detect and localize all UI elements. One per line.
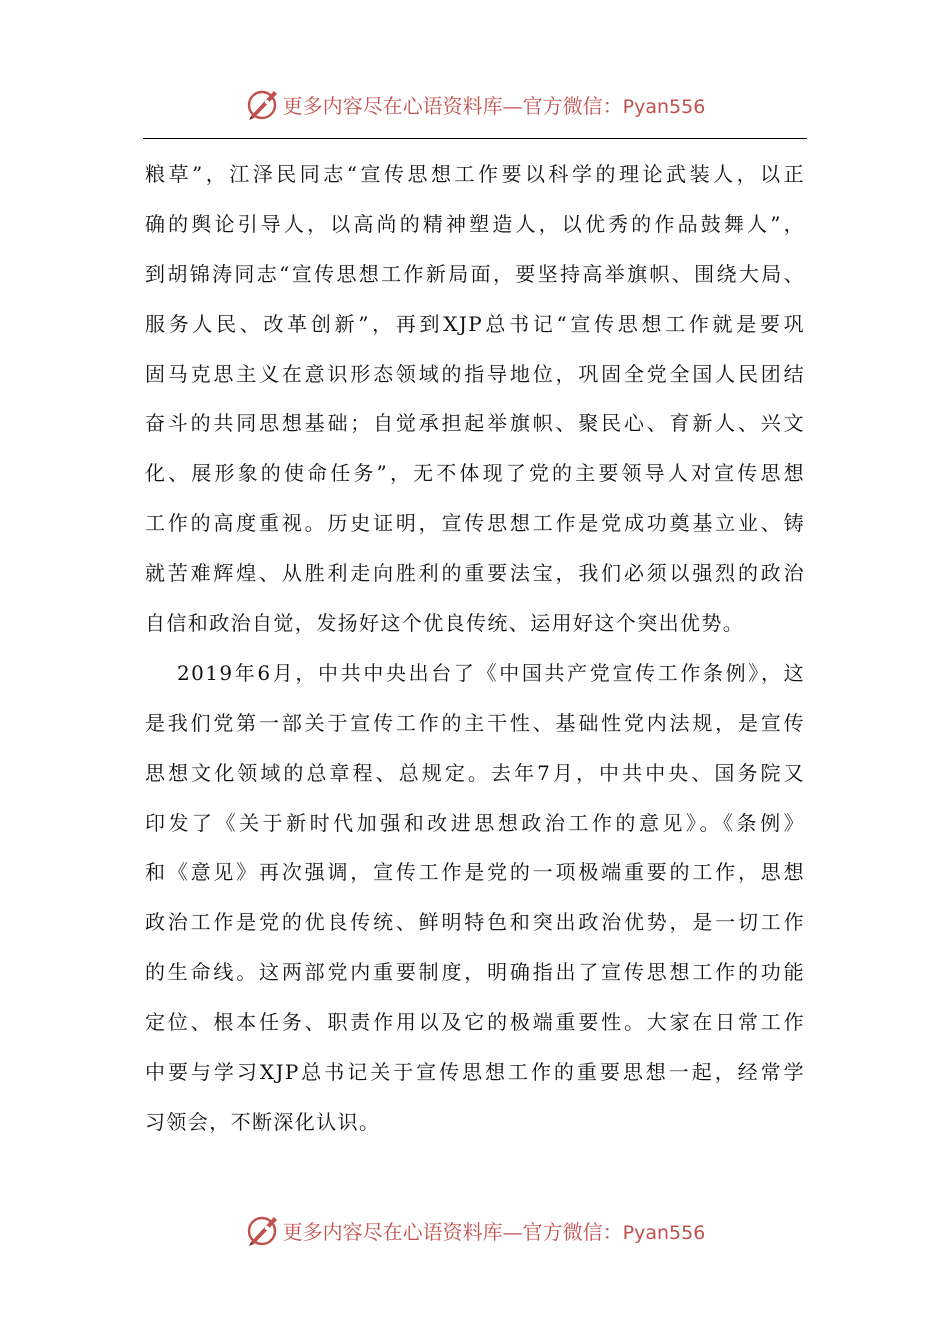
body-line: 的生命线。这两部党内重要制度，明确指出了宣传思想工作的功能 <box>145 960 805 985</box>
footer-banner-label: 更多内容尽在心语资料库—官方微信： <box>282 1219 623 1244</box>
pen-circle-logo-icon <box>245 86 281 122</box>
body-line: 化、展形象的使命任务”，无不体现了党的主要领导人对宣传思想 <box>145 461 805 486</box>
body-line: 定位、根本任务、职责作用以及它的极端重要性。大家在日常工作 <box>145 1010 805 1035</box>
body-line: 粮草”，江泽民同志“宣传思想工作要以科学的理论武装人，以正 <box>145 162 805 186</box>
body-line: 2019年6月，中共中央出台了《中国共产党宣传工作条例》，这 <box>177 660 805 685</box>
header-banner-label: 更多内容尽在心语资料库—官方微信： <box>282 93 623 118</box>
pen-circle-logo-icon <box>245 1212 281 1248</box>
body-line: 到胡锦涛同志“宣传思想工作新局面，要坚持高举旗帜、围绕大局、 <box>145 261 805 286</box>
body-line: 习领会，不断深化认识。 <box>145 1109 381 1134</box>
body-line: 工作的高度重视。历史证明，宣传思想工作是党成功奠基立业、铸 <box>145 511 805 536</box>
document-body <box>145 150 805 1148</box>
header-banner <box>0 82 950 126</box>
body-line: 奋斗的共同思想基础；自觉承担起举旗帜、聚民心、育新人、兴文 <box>145 411 805 436</box>
footer-banner <box>0 1208 950 1252</box>
body-line: 思想文化领域的总章程、总规定。去年7月，中共中央、国务院又 <box>145 760 805 785</box>
footer-banner-text <box>283 1216 706 1245</box>
header-wechat-id: Pyan556 <box>622 95 706 118</box>
body-line: 印发了《关于新时代加强和改进思想政治工作的意见》。《条例》 <box>145 810 805 835</box>
body-line: 中要与学习XJP总书记关于宣传思想工作的重要思想一起，经常学 <box>145 1060 805 1085</box>
header-banner-text <box>283 90 706 119</box>
body-line: 自信和政治自觉，发扬好这个优良传统、运用好这个突出优势。 <box>145 611 745 636</box>
body-line: 服务人民、改革创新”，再到XJP总书记“宣传思想工作就是要巩 <box>145 311 805 336</box>
header-divider <box>143 138 807 139</box>
body-line: 是我们党第一部关于宣传工作的主干性、基础性党内法规，是宣传 <box>145 710 805 735</box>
body-line: 就苦难辉煌、从胜利走向胜利的重要法宝，我们必须以强烈的政治 <box>145 561 805 586</box>
footer-wechat-id: Pyan556 <box>622 1221 706 1244</box>
body-line: 确的舆论引导人，以高尚的精神塑造人，以优秀的作品鼓舞人”， <box>145 211 805 236</box>
body-line: 固马克思主义在意识形态领域的指导地位，巩固全党全国人民团结 <box>145 361 805 386</box>
body-line: 和《意见》再次强调，宣传工作是党的一项极端重要的工作，思想 <box>145 860 805 885</box>
body-line: 政治工作是党的优良传统、鲜明特色和突出政治优势，是一切工作 <box>145 910 805 935</box>
